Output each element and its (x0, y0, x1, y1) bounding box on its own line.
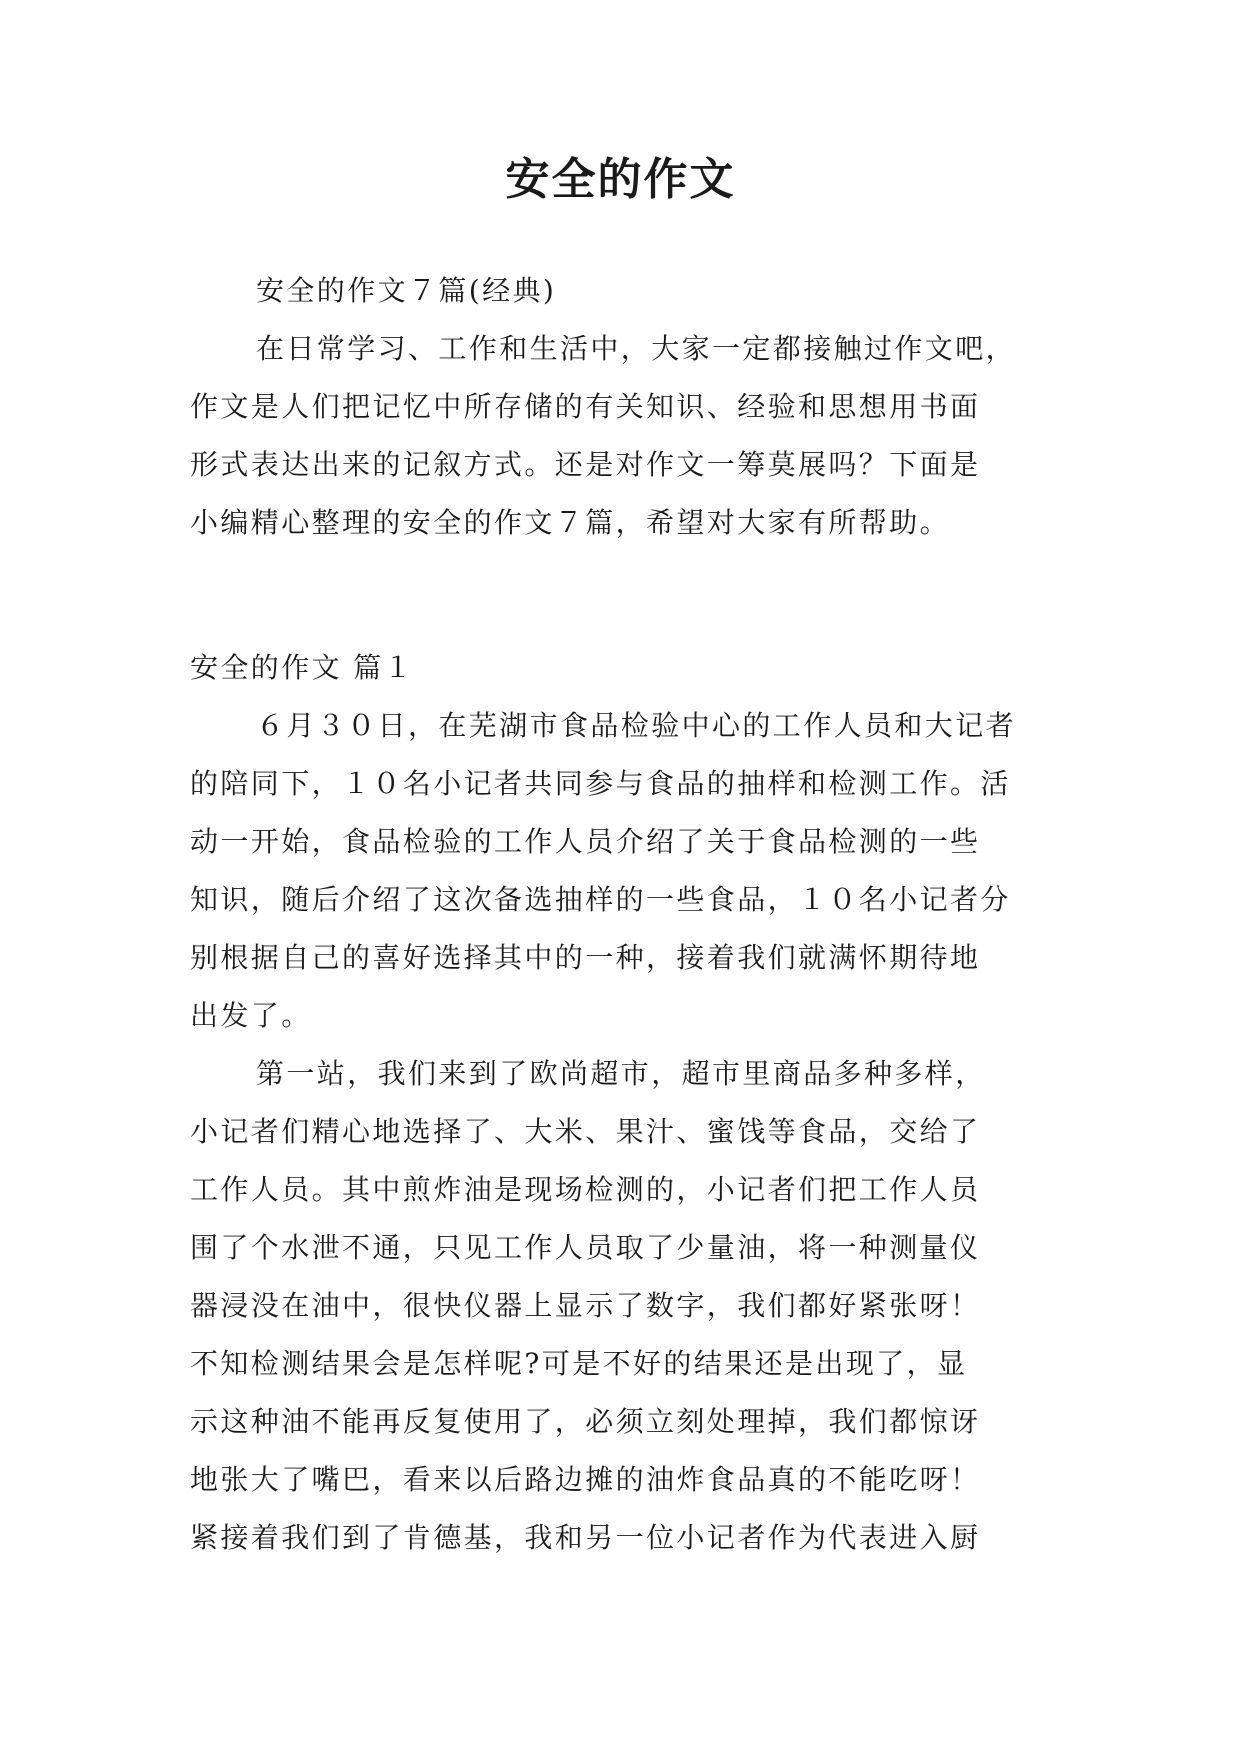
paragraph-line: 紧接着我们到了肯德基，我和另一位小记者作为代表进入厨 (190, 1521, 981, 1554)
intro-line: 作文是人们把记忆中所存储的有关知识、经验和思想用书面 (190, 390, 981, 423)
paragraph-line: 示这种油不能再反复使用了，必须立刻处理掉，我们都惊讶 (190, 1405, 981, 1438)
paragraph-line: 动一开始，食品检验的工作人员介绍了关于食品检测的一些 (190, 825, 981, 858)
paragraph-line: 别根据自己的喜好选择其中的一种，接着我们就满怀期待地 (190, 941, 981, 974)
paragraph-line: 小记者们精心地选择了、大米、果汁、蜜饯等食品，交给了 (190, 1115, 981, 1148)
section-heading: 安全的作文 篇１ (190, 651, 415, 684)
intro-line: 小编精心整理的安全的作文７篇，希望对大家有所帮助。 (190, 506, 951, 539)
section-1 (190, 639, 1050, 1567)
paragraph-line: ６月３０日，在芜湖市食品检验中心的工作人员和大记者 (256, 709, 1017, 742)
paragraph-line: 出发了。 (190, 999, 312, 1032)
paragraph-line: 器浸没在油中，很快仪器上显示了数字，我们都好紧张呀！ (190, 1289, 981, 1322)
paragraph-line: 第一站，我们来到了欧尚超市，超市里商品多种多样， (256, 1057, 986, 1090)
paragraph-line: 知识，随后介绍了这次备选抽样的一些食品，１０名小记者分 (190, 883, 1011, 916)
paragraph-line: 不知检测结果会是怎样呢?可是不好的结果还是出现了，显 (190, 1347, 968, 1380)
document-title: 安全的作文 (505, 154, 736, 205)
intro-line: 形式表达出来的记叙方式。还是对作文一筹莫展吗？下面是 (190, 448, 981, 481)
paragraph-line: 地张大了嘴巴，看来以后路边摊的油炸食品真的不能吃呀！ (190, 1463, 981, 1496)
intro-block (190, 262, 1050, 552)
intro-line: 在日常学习、工作和生活中，大家一定都接触过作文吧， (256, 332, 1017, 365)
paragraph-line: 工作人员。其中煎炸油是现场检测的，小记者们把工作人员 (190, 1173, 981, 1206)
paragraph-line: 的陪同下，１０名小记者共同参与食品的抽样和检测工作。活 (190, 767, 1011, 800)
intro-subtitle: 安全的作文７篇(经典) (256, 274, 557, 307)
paragraph-line: 围了个水泄不通，只见工作人员取了少量油，将一种测量仪 (190, 1231, 981, 1264)
